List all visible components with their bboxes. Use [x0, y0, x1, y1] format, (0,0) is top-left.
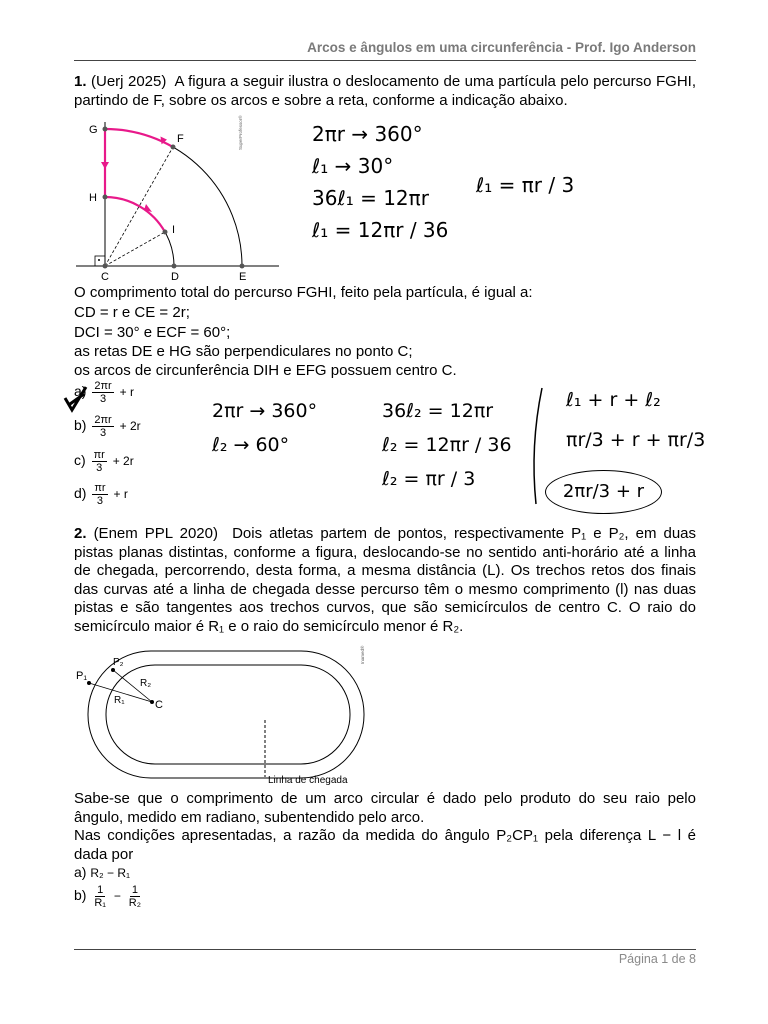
handwriting-notes-3: 36ℓ₂ = 12πr ℓ₂ = 12πr / 36 ℓ₂ = πr / 3: [382, 400, 512, 490]
q1-option-c[interactable]: c) $\frac{\pi r}{3}$ + 2r: [74, 449, 134, 474]
q1-cond1: CD = r e CE = 2r;: [74, 304, 190, 321]
label-r1: R₁: [114, 695, 125, 706]
footer-divider: [74, 949, 696, 950]
label-i: I: [172, 224, 176, 236]
hw-line-1: 2πr → 360°: [312, 122, 423, 146]
q1-figure: [74, 112, 284, 284]
handwriting-notes-1: [312, 118, 448, 246]
label-f: F: [177, 133, 184, 145]
label-h: H: [89, 192, 97, 204]
hand-marked-check-icon: [62, 384, 88, 414]
q2-text2: Sabe-se que o comprimento de um arco circular é dado pelo produto do seu raio pelo ângulo, medido em radiano, subentendido pelo arco.: [74, 790, 696, 826]
q1-text: A figura a seguir ilustra o deslocamento de uma partícula pelo percurso FGHI, partindo de F, sobre os arcos e sobre a reta, conforme a indicação abaixo.: [74, 73, 696, 109]
page-header: Arcos e ângulos em uma circunferência - Prof. Igo Anderson: [307, 40, 696, 55]
label-c: C: [101, 271, 109, 283]
handwriting-notes-2: 2πr → 360° ℓ₂ → 60°: [212, 400, 318, 456]
label-p2: P₂: [113, 657, 124, 668]
q1-source: (Uerj 2025): [91, 73, 167, 90]
q2-text: Dois atletas partem de pontos, respectivamente P₁ e P₂, em duas pistas planas distintas, conforme a figura, deslocando-se no sentido anti-horário até a linha de chegada, percorrendo, desta forma, a mesma distância (L). Os trechos retos dos finais das curvas até a linha de chegada desse percurso têm o mesmo comprimento (l) nas duas pistas e são tangentes aos trechos curvos, que são semicírculos de centro C. O raio do semicírculo maior é R₁ e o raio do semicírculo menor é R₂.: [74, 525, 697, 635]
q2-option-a[interactable]: a) R₂ − R₁: [74, 864, 131, 880]
q2-source: (Enem PPL 2020): [93, 525, 218, 542]
label-c: C: [155, 699, 163, 711]
dashed-ci: [105, 232, 165, 266]
q1-cond4: os arcos de circunferência DIH e EFG possuem centro C.: [74, 362, 457, 379]
q2-number: 2.: [74, 525, 87, 542]
arrow-gh: [101, 162, 109, 169]
hand-divider-icon: [526, 386, 546, 506]
hw-line-4: ℓ₁ = 12πr / 36: [312, 218, 449, 242]
q2-track-figure: [74, 640, 374, 788]
q1-option-d[interactable]: d) $\frac{\pi r}{3}$ + r: [74, 482, 128, 507]
q1-option-a[interactable]: a) $\frac{2\pi r}{3}$ + r: [74, 380, 134, 405]
header-divider: [74, 60, 696, 61]
q2-option-b[interactable]: b) $\frac{1}{\text{R₁}}$ − $\frac{1}{\text{R₂}}$: [74, 884, 142, 909]
label-d: D: [171, 271, 179, 283]
label-e: E: [239, 271, 247, 283]
figure-credit: Inamed®: [360, 645, 365, 664]
hw-circled-answer: 2πr/3 + r: [545, 470, 662, 514]
handwriting-notes-4: ℓ₁ + r + ℓ₂ πr/3 + r + πr/3: [566, 389, 706, 451]
label-finish: Linha de chegada: [268, 775, 348, 786]
q1-statement: O comprimento total do percurso FGHI, feito pela partícula, é igual a:: [74, 284, 533, 301]
q1-option-b[interactable]: b) $\frac{2\pi r}{3}$ + 2r: [74, 414, 141, 439]
path-arc-hi: [105, 197, 165, 232]
label-g: G: [89, 124, 98, 136]
hw-line-5: ℓ₁ = πr / 3: [476, 173, 575, 197]
q1-number: 1.: [74, 73, 87, 90]
label-r2: R₂: [140, 678, 152, 689]
hw-line-3: 36ℓ₁ = 12πr: [312, 186, 429, 210]
q2-text3: Nas condições apresentadas, a razão da medida do ângulo P₂CP₁ pela diferença L − l é dada por: [74, 827, 696, 863]
outer-arc: [105, 129, 242, 266]
q1-cond3: as retas DE e HG são perpendiculares no ponto C;: [74, 343, 413, 360]
hw-line-2: ℓ₁ → 30°: [312, 154, 394, 178]
q1-intro: [74, 73, 696, 110]
q1-cond2: DCI = 30° e ECF = 60°;: [74, 324, 231, 341]
figure-credit: SuperProfessor®: [238, 115, 243, 150]
q2-intro: [74, 525, 696, 636]
page-number: Página 1 de 8: [618, 952, 696, 966]
label-p1: P₁: [76, 670, 88, 682]
